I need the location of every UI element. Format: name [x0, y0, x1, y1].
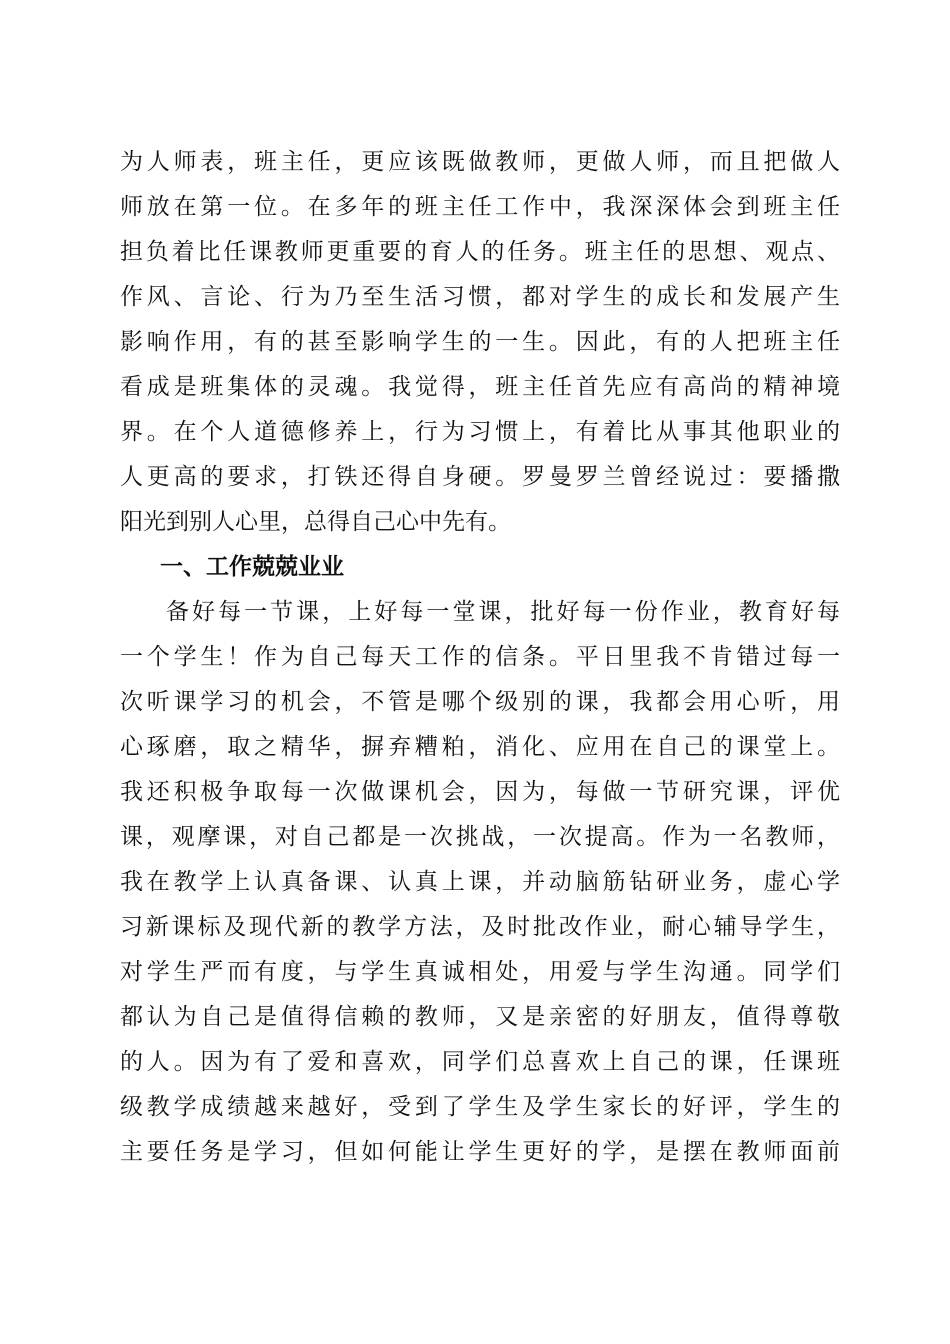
paragraph-line: 级教学成绩越来越好，受到了学生及学生家长的好评，学生的: [120, 1094, 840, 1120]
paragraph-line: 看成是班集体的灵魂。我觉得，班主任首先应有高尚的精神境: [120, 374, 840, 400]
paragraph-line: 备好每一节课，上好每一堂课，批好每一份作业，教育好每: [166, 599, 840, 625]
paragraph-line: 师放在第一位。在多年的班主任工作中，我深深体会到班主任: [120, 194, 840, 220]
paragraph-line: 阳光到别人心里，总得自己心中先有。: [120, 509, 511, 535]
paragraph-line: 次听课学习的机会，不管是哪个级别的课，我都会用心听，用: [120, 689, 840, 715]
paragraph-line: 主要任务是学习，但如何能让学生更好的学，是摆在教师面前: [120, 1139, 840, 1165]
paragraph-line: 习新课标及现代新的教学方法，及时批改作业，耐心辅导学生，: [120, 914, 840, 940]
paragraph-line: 对学生严而有度，与学生真诚相处，用爱与学生沟通。同学们: [120, 959, 840, 985]
paragraph-line: 一个学生！作为自己每天工作的信条。平日里我不肯错过每一: [120, 644, 840, 670]
paragraph-line: 心琢磨，取之精华，摒弃糟粕，消化、应用在自己的课堂上。: [120, 734, 840, 760]
paragraph-line: 的人。因为有了爱和喜欢，同学们总喜欢上自己的课，任课班: [120, 1049, 840, 1075]
paragraph-line: 影响作用，有的甚至影响学生的一生。因此，有的人把班主任: [120, 329, 840, 355]
paragraph-line: 担负着比任课教师更重要的育人的任务。班主任的思想、观点、: [120, 239, 840, 265]
paragraph-line: 课，观摩课，对自己都是一次挑战，一次提高。作为一名教师，: [120, 824, 840, 850]
paragraph-line: 人更高的要求，打铁还得自身硬。罗曼罗兰曾经说过：要播撒: [120, 464, 840, 490]
paragraph-line: 作风、言论、行为乃至生活习惯，都对学生的成长和发展产生: [120, 284, 840, 310]
paragraph-work: [120, 590, 840, 1175]
paragraph-intro: [120, 140, 840, 545]
document-body: [120, 140, 840, 1175]
paragraph-line: 为人师表，班主任，更应该既做教师，更做人师，而且把做人: [120, 149, 840, 175]
paragraph-line: 我还积极争取每一次做课机会，因为，每做一节研究课，评优: [120, 779, 840, 805]
paragraph-line: 界。在个人道德修养上，行为习惯上，有着比从事其他职业的: [120, 419, 840, 445]
section-heading: 一、工作兢兢业业: [160, 554, 344, 580]
paragraph-line: 我在教学上认真备课、认真上课，并动脑筋钻研业务，虚心学: [120, 869, 840, 895]
paragraph-line: 都认为自己是值得信赖的教师，又是亲密的好朋友，值得尊敬: [120, 1004, 840, 1030]
